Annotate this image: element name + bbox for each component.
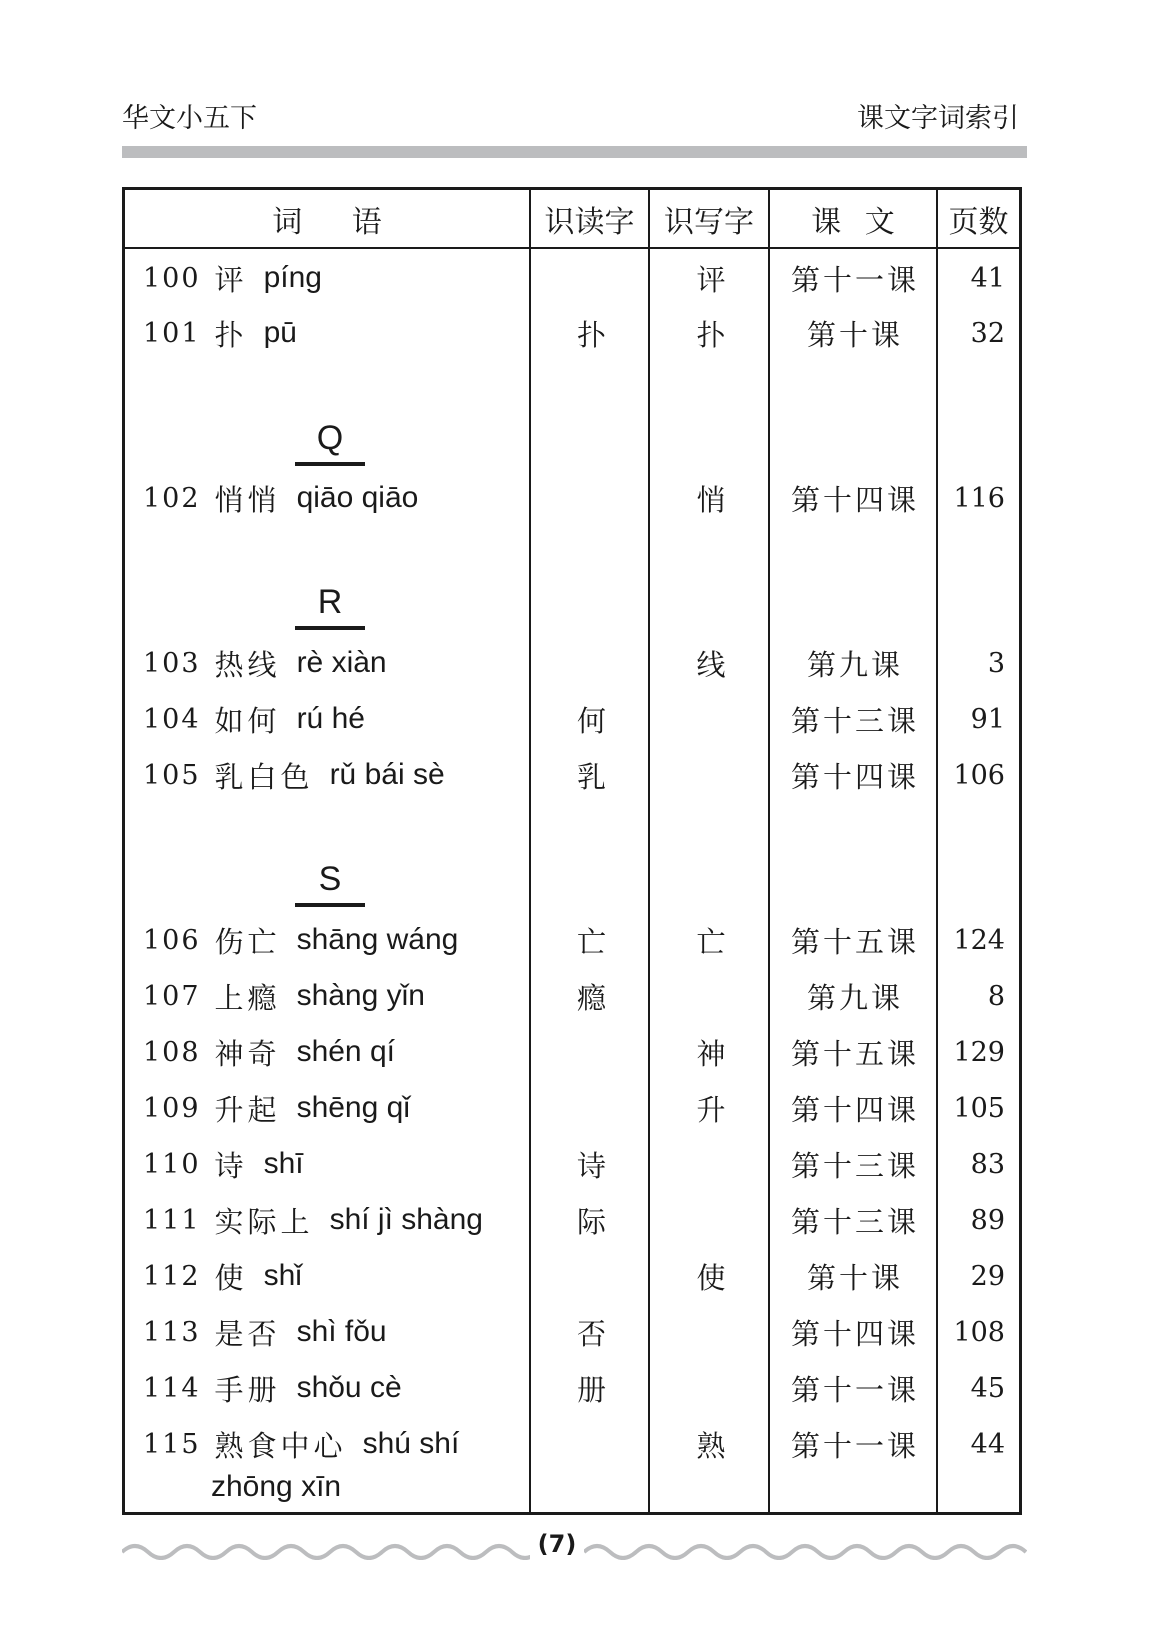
header-write: 识写字	[664, 205, 754, 240]
word-cell	[143, 1362, 533, 1414]
word-cell	[143, 1250, 533, 1302]
write-char-cell: 扑	[696, 317, 726, 352]
entry-hanzi: 是否	[214, 1316, 281, 1351]
entry-hanzi: 如何	[214, 703, 281, 738]
section-underline	[295, 462, 365, 466]
header-read: 识读字	[544, 205, 635, 240]
entry-hanzi: 使	[214, 1260, 248, 1295]
lesson-cell: 第十五课	[790, 924, 919, 959]
entry-hanzi: 乳白色	[214, 759, 314, 794]
page-cell: 32	[970, 317, 1005, 349]
wave-ornament-icon	[122, 1540, 530, 1560]
entry-hanzi: 神奇	[214, 1036, 281, 1071]
entry-hanzi: 手册	[214, 1372, 281, 1407]
lesson-cell: 第十三课	[790, 703, 919, 738]
entry-number: 102	[143, 482, 201, 514]
entry-hanzi: 悄悄	[214, 482, 281, 517]
lesson-cell: 第十四课	[790, 759, 919, 794]
entry-number: 112	[143, 1260, 201, 1292]
page-cell: 83	[970, 1148, 1005, 1180]
write-char-cell: 亡	[696, 924, 726, 959]
entry-hanzi: 上瘾	[214, 980, 281, 1015]
word-cell	[143, 749, 533, 801]
header-word: 词 语	[272, 205, 382, 240]
page-cell: 129	[953, 1036, 1005, 1068]
entry-pinyin: shǒu cè	[296, 1371, 402, 1404]
read-char-cell	[532, 252, 651, 304]
read-char-cell	[532, 1418, 651, 1470]
table-row	[125, 1138, 1019, 1190]
page-cell: 91	[970, 703, 1005, 735]
entry-number: 109	[143, 1092, 201, 1124]
header-lesson: 课 文	[811, 205, 895, 240]
entry-number: 115	[143, 1428, 201, 1460]
read-char-cell: 册	[576, 1372, 606, 1407]
table-row	[125, 693, 1019, 745]
write-char-cell: 熟	[696, 1428, 726, 1463]
entry-pinyin: rè xiàn	[296, 646, 387, 679]
entry-pinyin: shú shí	[362, 1427, 460, 1460]
entry-hanzi: 扑	[214, 317, 248, 352]
lesson-cell: 第十课	[806, 1260, 903, 1295]
entry-pinyin: qiāo qiāo	[296, 481, 419, 514]
word-cell	[143, 1082, 533, 1134]
entry-pinyin: shì fǒu	[296, 1315, 387, 1348]
running-head-right: 课文字词索引	[857, 103, 1019, 134]
lesson-cell: 第九课	[806, 647, 903, 682]
write-char-cell	[651, 1362, 771, 1414]
entry-pinyin: shēng qǐ	[296, 1091, 410, 1124]
lesson-cell: 第十一课	[790, 1428, 919, 1463]
entry-pinyin: shí jì shàng	[329, 1203, 483, 1236]
entry-pinyin: pū	[263, 316, 297, 349]
word-cell	[143, 1418, 533, 1470]
write-char-cell: 升	[696, 1092, 726, 1127]
entry-pinyin-line2: zhōng xīn	[211, 1470, 342, 1503]
lesson-cell: 第十一课	[790, 1372, 919, 1407]
table-row	[125, 914, 1019, 966]
word-cell	[143, 252, 533, 304]
read-char-cell: 何	[576, 703, 606, 738]
write-char-cell: 神	[696, 1036, 726, 1071]
table-row	[125, 970, 1019, 1022]
entry-number: 104	[143, 703, 201, 735]
entry-hanzi: 升起	[214, 1092, 281, 1127]
entry-pinyin: rǔ bái sè	[329, 758, 445, 791]
write-char-cell: 使	[696, 1260, 726, 1295]
entry-number: 100	[143, 262, 201, 294]
write-char-cell	[651, 1306, 771, 1358]
table-row	[125, 472, 1019, 524]
read-char-cell: 诗	[576, 1148, 606, 1183]
read-char-cell	[532, 637, 651, 689]
lesson-cell: 第十四课	[790, 482, 919, 517]
read-char-cell: 际	[576, 1204, 606, 1239]
lesson-cell: 第十三课	[790, 1148, 919, 1183]
page-cell: 44	[970, 1428, 1005, 1460]
page-cell: 45	[970, 1372, 1005, 1404]
lesson-cell: 第十四课	[790, 1316, 919, 1351]
page-cell: 108	[953, 1316, 1005, 1348]
entry-number: 113	[143, 1316, 201, 1348]
entry-number: 111	[143, 1204, 201, 1236]
page-number: (7)	[537, 1530, 577, 1558]
page-cell: 124	[953, 924, 1005, 956]
entry-pinyin: shī	[263, 1147, 304, 1180]
table-row	[125, 749, 1019, 801]
table-row	[125, 1418, 1019, 1503]
table-row	[125, 307, 1019, 359]
page-cell: 89	[970, 1204, 1005, 1236]
entry-hanzi: 伤亡	[214, 924, 281, 959]
read-char-cell	[532, 1026, 651, 1078]
table-row	[125, 1362, 1019, 1414]
page-cell: 8	[987, 980, 1005, 1012]
read-char-cell: 扑	[576, 317, 606, 352]
wave-ornament-icon	[584, 1540, 1027, 1560]
lesson-cell: 第十五课	[790, 1036, 919, 1071]
entry-number: 107	[143, 980, 201, 1012]
read-char-cell	[532, 472, 651, 524]
entry-number: 106	[143, 924, 201, 956]
word-cell	[143, 307, 533, 359]
word-cell	[143, 970, 533, 1022]
word-cell	[143, 914, 533, 966]
section-letter-s: S	[318, 860, 342, 898]
table-row	[125, 1082, 1019, 1134]
lesson-cell: 第十一课	[790, 262, 919, 297]
write-char-cell	[651, 749, 771, 801]
read-char-cell: 亡	[576, 924, 606, 959]
word-cell	[143, 472, 533, 524]
write-char-cell	[651, 1138, 771, 1190]
lesson-cell: 第九课	[806, 980, 903, 1015]
table-row	[125, 637, 1019, 689]
entry-number: 105	[143, 759, 201, 791]
index-table	[122, 187, 1022, 1515]
header-page: 页数	[948, 205, 1009, 240]
entry-pinyin: rú hé	[296, 702, 365, 735]
word-cell	[143, 693, 533, 745]
word-cell	[143, 1194, 533, 1246]
entry-hanzi: 诗	[214, 1148, 248, 1183]
table-row	[125, 1306, 1019, 1358]
write-char-cell	[651, 1194, 771, 1246]
page-cell: 3	[987, 647, 1005, 679]
entry-pinyin: shāng wáng	[296, 923, 459, 956]
entry-number: 101	[143, 317, 201, 349]
entry-hanzi: 热线	[214, 647, 281, 682]
entry-number: 108	[143, 1036, 201, 1068]
section-letter-q: Q	[316, 419, 344, 457]
entry-pinyin: shén qí	[296, 1035, 395, 1068]
entry-hanzi: 熟食中心	[214, 1428, 347, 1463]
lesson-cell: 第十三课	[790, 1204, 919, 1239]
write-char-cell	[651, 693, 771, 745]
write-char-cell: 线	[696, 647, 726, 682]
table-row	[125, 1194, 1019, 1246]
entry-pinyin: píng	[263, 261, 322, 294]
write-char-cell: 评	[696, 262, 726, 297]
section-underline	[295, 626, 365, 630]
page-footer	[122, 1530, 1027, 1570]
page-cell: 106	[953, 759, 1005, 791]
word-cell	[143, 637, 533, 689]
word-cell	[143, 1306, 533, 1358]
page-cell: 116	[953, 482, 1005, 514]
table-row	[125, 252, 1019, 304]
word-cell	[143, 1138, 533, 1190]
page-cell: 41	[970, 262, 1005, 294]
running-head-left: 华文小五下	[122, 103, 257, 134]
entry-hanzi: 实际上	[214, 1204, 314, 1239]
write-char-cell: 悄	[696, 482, 726, 517]
entry-number: 103	[143, 647, 201, 679]
entry-pinyin: shàng yǐn	[296, 979, 425, 1012]
table-row	[125, 1026, 1019, 1078]
entry-hanzi: 评	[214, 262, 248, 297]
section-letter-r: R	[317, 583, 343, 621]
word-cell	[143, 1026, 533, 1078]
section-underline	[295, 903, 365, 907]
read-char-cell: 否	[576, 1316, 606, 1351]
read-char-cell	[532, 1250, 651, 1302]
entry-pinyin: shǐ	[263, 1259, 302, 1292]
table-row	[125, 1250, 1019, 1302]
header-rule	[122, 146, 1027, 158]
lesson-cell: 第十四课	[790, 1092, 919, 1127]
entry-number: 110	[143, 1148, 201, 1180]
write-char-cell	[651, 970, 771, 1022]
page-cell: 29	[970, 1260, 1005, 1292]
read-char-cell: 乳	[576, 759, 606, 794]
entry-number: 114	[143, 1372, 201, 1404]
page-cell: 105	[953, 1092, 1005, 1124]
lesson-cell: 第十课	[806, 317, 903, 352]
read-char-cell: 瘾	[576, 980, 606, 1015]
read-char-cell	[532, 1082, 651, 1134]
